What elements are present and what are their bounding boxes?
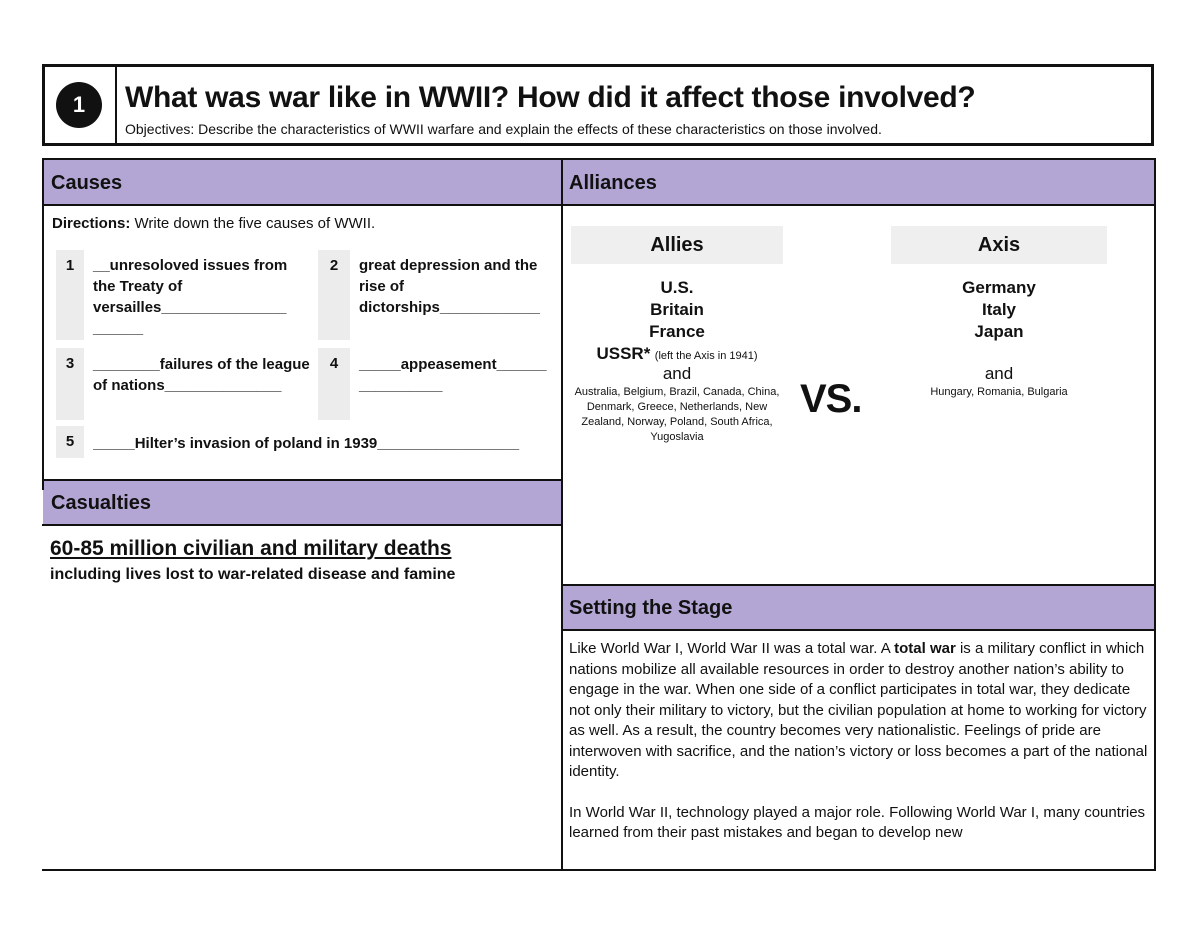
stage-body bbox=[569, 639, 1149, 864]
cause-number: 1 bbox=[56, 250, 84, 340]
allies-other-countries: Australia, Belgium, Brazil, Canada, China, Denmark, Greece, Netherlands, New Zealand, Norway, Poland, South Africa, Yugoslavia bbox=[574, 386, 780, 443]
objectives-label: Objectives: bbox=[125, 121, 195, 137]
axis-country: Germany bbox=[962, 278, 1036, 297]
divider bbox=[562, 584, 1156, 586]
allies-ussr-note: (left the Axis in 1941) bbox=[654, 350, 758, 362]
lesson-number-cell bbox=[45, 67, 117, 143]
cause-answer-4: _____appeasement______ __________ bbox=[359, 356, 547, 394]
allies-country: U.S. bbox=[660, 278, 694, 297]
alliances-heading: Alliances bbox=[569, 172, 657, 194]
divider bbox=[42, 479, 562, 481]
cause-number: 2 bbox=[318, 250, 350, 340]
divider bbox=[1154, 158, 1156, 871]
divider bbox=[42, 158, 44, 490]
lesson-header bbox=[42, 64, 1154, 146]
stage-text-run: is a military conflict in which nations mobilize all available resources in order to destroy another nation’s ability to engage in the war. When one side of a conflict participates in total war, they dedicate not only their military to victory, but the civilian population at home to working for victory as well. As a result, the country becomes very nationalistic. Feelings of pride are interwoven with sacrifice, and the nation’s victory or loss becomes a part of the national identity. bbox=[569, 640, 1148, 780]
axis-country: Italy bbox=[981, 300, 1017, 319]
cause-number: 4 bbox=[318, 348, 350, 420]
versus-label: VS. bbox=[800, 377, 862, 421]
casualty-headline: 60-85 million civilian and military deaths bbox=[50, 537, 452, 560]
objectives bbox=[125, 121, 882, 137]
divider bbox=[42, 158, 1156, 160]
page-title: What was war like in WWII? How did it affect those involved? bbox=[125, 81, 976, 114]
causes-header-band bbox=[43, 160, 561, 204]
cause-answer-1: __unresoloved issues from the Treaty of versailles_______________ ______ bbox=[93, 257, 288, 337]
axis-label: Axis bbox=[891, 226, 1107, 264]
objectives-text: Describe the characteristics of WWII warfare and explain the effects of these characteristics on those involved. bbox=[194, 121, 882, 137]
allies-label: Allies bbox=[571, 226, 783, 264]
cause-answer-2: great depression and the rise of dictorships____________ bbox=[359, 257, 540, 316]
casualties-heading: Casualties bbox=[51, 492, 152, 514]
allies-country: Britain bbox=[650, 300, 704, 319]
allies-and: and bbox=[662, 364, 692, 383]
allies-ussr-line bbox=[571, 344, 783, 364]
allies-country: France bbox=[649, 322, 705, 341]
directions-text: Write down the five causes of WWII. bbox=[130, 215, 376, 232]
divider bbox=[42, 204, 1156, 206]
lesson-number-badge: 1 bbox=[56, 82, 102, 128]
axis-other-countries: Hungary, Romania, Bulgaria bbox=[930, 386, 1068, 398]
cause-answer-3: ________failures of the league of nations______________ bbox=[93, 356, 310, 394]
stage-paragraph-2: In World War II, technology played a major role. Following World War I, many countries learned from their past mistakes and began to develop new bbox=[569, 803, 1146, 841]
casualty-subline: including lives lost to war-related disease and famine bbox=[50, 566, 456, 583]
stage-paragraph-1 bbox=[569, 639, 1149, 783]
cause-number: 5 bbox=[56, 426, 84, 458]
cause-answer-5: _____Hilter’s invasion of poland in 1939_________________ bbox=[93, 435, 520, 452]
axis-country: Japan bbox=[974, 322, 1024, 341]
allies-ussr: USSR* bbox=[596, 344, 651, 363]
divider bbox=[562, 629, 1156, 631]
casualties-header-band bbox=[43, 481, 561, 524]
directions-label: Directions: bbox=[52, 215, 131, 232]
total-war-term: total war bbox=[894, 640, 956, 657]
directions bbox=[52, 215, 375, 232]
divider bbox=[561, 158, 563, 871]
stage-text-run: Like World War I, World War II was a total war. A bbox=[569, 640, 895, 657]
divider bbox=[42, 869, 1156, 871]
axis-and: and bbox=[984, 364, 1014, 383]
stage-heading: Setting the Stage bbox=[569, 597, 733, 619]
cause-number: 3 bbox=[56, 348, 84, 420]
causes-heading: Causes bbox=[51, 172, 123, 194]
stage-header-band bbox=[563, 586, 1155, 629]
alliances-header-band bbox=[563, 160, 1155, 204]
divider bbox=[42, 524, 562, 526]
